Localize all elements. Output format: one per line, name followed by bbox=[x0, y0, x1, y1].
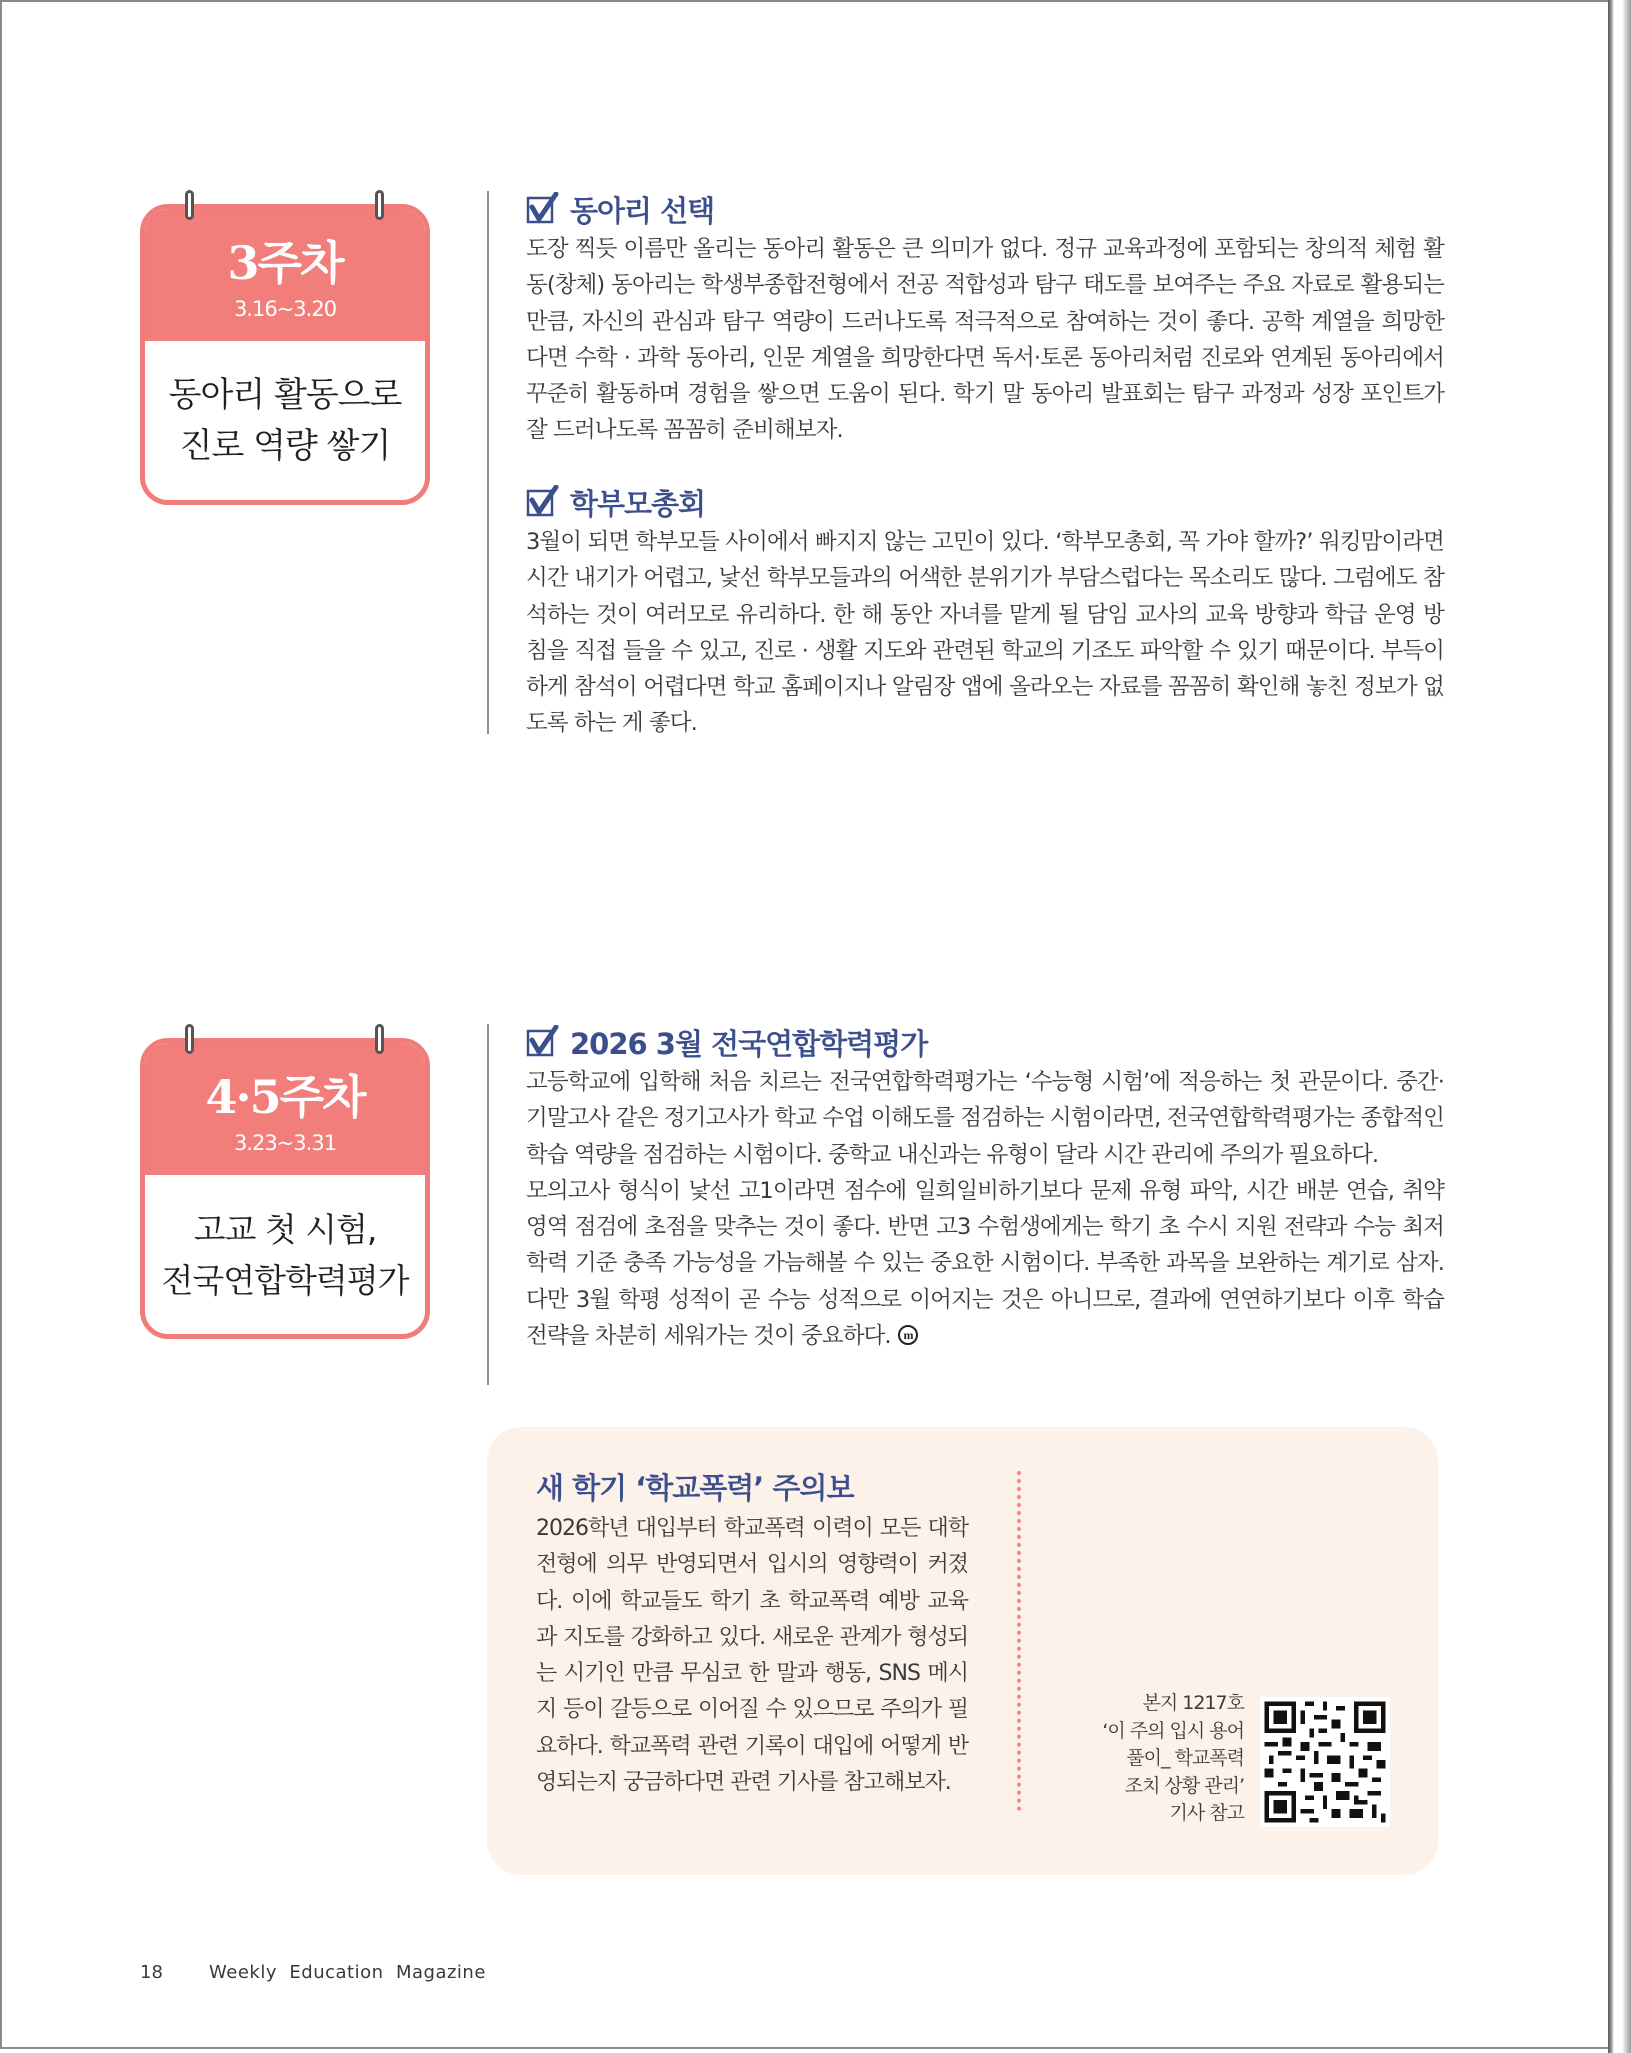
calendar-ring bbox=[185, 1024, 194, 1054]
week-label: 4·5주차 bbox=[205, 1070, 365, 1124]
page-number: 18 bbox=[140, 1962, 163, 1983]
calendar-header bbox=[145, 209, 425, 341]
divider-line bbox=[487, 1024, 489, 1385]
checkbox-check-icon bbox=[526, 485, 560, 519]
calendar-ring bbox=[185, 190, 194, 220]
week3-calendar-card bbox=[140, 204, 430, 505]
reference-line: ‘이 주의 입시 용어 bbox=[1102, 1719, 1244, 1742]
section-paragraph-text: 모의고사 형식이 낯선 고1이라면 점수에 일희일비하기보다 문제 유형 파악, 시간 배분 연습, 취약 영역 점검에 초점을 맞추는 것이 좋다. 반면 고3 수험생에게는 학기 초 수시 지원 전략과 수능 최저 학력 기준 충족 가능성을 가늠해볼 수 있는 중요한 시험이다. 부족한 과목을 보완하는 계기로 삼자. 다만 3월 학평 성적이 곧 수능 성적으로 이어지는 것은 아니므로, 결과에 연연하기보다 이후 학습 전략을 차분히 세워가는 것이 중요하다. bbox=[526, 1177, 1444, 1350]
section-heading-text: 2026 3월 전국연합학력평가 bbox=[570, 1026, 928, 1061]
club-section bbox=[526, 188, 1444, 449]
article-reference bbox=[1044, 1690, 1244, 1828]
reference-line: 조치 상황 관리’ bbox=[1124, 1774, 1244, 1797]
checkbox-check-icon bbox=[526, 192, 560, 226]
calendar-title-line: 동아리 활동으로 bbox=[168, 374, 402, 415]
svg-text:m: m bbox=[903, 1328, 913, 1343]
notice-box bbox=[487, 1427, 1438, 1875]
section-paragraph: 고등학교에 입학해 처음 치르는 전국연합학력평가는 ‘수능형 시험’에 적응하는 첫 관문이다. 중간·기말고사 같은 정기고사가 학교 수업 이해도를 점검하는 시험이라면, 전국연합학력평가는 종합적인 학습 역량을 점검하는 시험이다. 중학교 내신과는 유형이 달라 시간 관리에 주의가 필요하다. bbox=[526, 1069, 1444, 1168]
section-body: 3월이 되면 학부모들 사이에서 빠지지 않는 고민이 있다. ‘학부모총회, 꼭 가야 할까?’ 워킹맘이라면 시간 내기가 어렵고, 낯선 학부모들과의 어색한 분위기가 부담스럽다는 목소리도 많다. 그럼에도 참석하는 것이 여러모로 유리하다. 한 해 동안 자녀를 맡게 될 담임 교사의 교육 방향과 학급 운영 방침을 직접 들을 수 있고, 진로 · 생활 지도와 관련된 학교의 기조도 파악할 수 있기 때문이다. 부득이하게 참석이 어렵다면 학교 홈페이지나 알림장 앱에 올라오는 자료를 꼼꼼히 확인해 놓친 정보가 없도록 하는 게 좋다. bbox=[526, 529, 1444, 737]
reference-line: 기사 참고 bbox=[1169, 1802, 1244, 1824]
magazine-end-mark-icon bbox=[897, 1324, 919, 1346]
section-body bbox=[526, 1064, 1444, 1354]
reference-line: 풀이_ 학교폭력 bbox=[1126, 1747, 1244, 1769]
page-footer bbox=[140, 1962, 486, 1983]
week-dates: 3.23~3.31 bbox=[233, 1131, 337, 1155]
checkbox-check-icon bbox=[526, 1025, 560, 1059]
dotted-divider bbox=[1017, 1471, 1021, 1811]
notice-body: 2026학년 대입부터 학교폭력 이력이 모든 대학 전형에 의무 반영되면서 입시의 영향력이 커졌다. 이에 학교들도 학기 초 학교폭력 예방 교육과 지도를 강화하고 있다. 새로운 관계가 형성되는 시기인 만큼 무심코 한 말과 행동, SNS 메시지 등이 갈등으로 이어질 수 있으므로 주의가 필요하다. 학교폭력 관련 기록이 대입에 어떻게 반영되는지 궁금하다면 관련 기사를 참고해보자. bbox=[536, 1516, 968, 1796]
week-dates: 3.16~3.20 bbox=[233, 297, 337, 321]
section-heading-text: 학부모총회 bbox=[570, 486, 706, 521]
calendar-title bbox=[145, 341, 425, 500]
pta-section bbox=[526, 481, 1444, 742]
reference-line: 본지 1217호 bbox=[1142, 1692, 1244, 1714]
calendar-ring bbox=[375, 1024, 384, 1054]
calendar-title-line: 진로 역량 쌓기 bbox=[179, 425, 391, 466]
magazine-name: Weekly Education Magazine bbox=[209, 1962, 486, 1983]
page-spine bbox=[1608, 0, 1631, 2053]
qr-code-icon[interactable] bbox=[1260, 1697, 1390, 1827]
section-heading-text: 동아리 선택 bbox=[570, 193, 715, 228]
week45-calendar-card bbox=[140, 1038, 430, 1339]
calendar-title-line: 전국연합학력평가 bbox=[161, 1260, 409, 1300]
notice-title: 새 학기 ‘학교폭력’ 주의보 bbox=[536, 1471, 854, 1505]
calendar-title-line: 고교 첫 시험, bbox=[193, 1209, 377, 1249]
section-heading bbox=[526, 1021, 1444, 1063]
divider-line bbox=[487, 191, 489, 734]
section-heading bbox=[526, 188, 1444, 230]
section-heading bbox=[526, 481, 1444, 523]
exam-section bbox=[526, 1021, 1444, 1354]
calendar-header bbox=[145, 1043, 425, 1175]
calendar-title bbox=[145, 1175, 425, 1334]
calendar-ring bbox=[375, 190, 384, 220]
week-label: 3주차 bbox=[227, 236, 343, 290]
section-body: 도장 찍듯 이름만 올리는 동아리 활동은 큰 의미가 없다. 정규 교육과정에 포함되는 창의적 체험 활동(창체) 동아리는 학생부종합전형에서 전공 적합성과 탐구 태도를 보여주는 주요 자료로 활용되는 만큼, 자신의 관심과 탐구 역량이 드러나도록 적극적으로 참여하는 것이 좋다. 공학 계열을 희망한다면 수학 · 과학 동아리, 인문 계열을 희망한다면 독서·토론 동아리처럼 진로와 연계된 동아리에서 꾸준히 활동하며 경험을 쌓으면 도움이 된다. 학기 말 동아리 발표회는 탐구 과정과 성장 포인트가 잘 드러나도록 꼼꼼히 준비해보자. bbox=[526, 236, 1444, 444]
section-paragraph bbox=[526, 1173, 1444, 1354]
